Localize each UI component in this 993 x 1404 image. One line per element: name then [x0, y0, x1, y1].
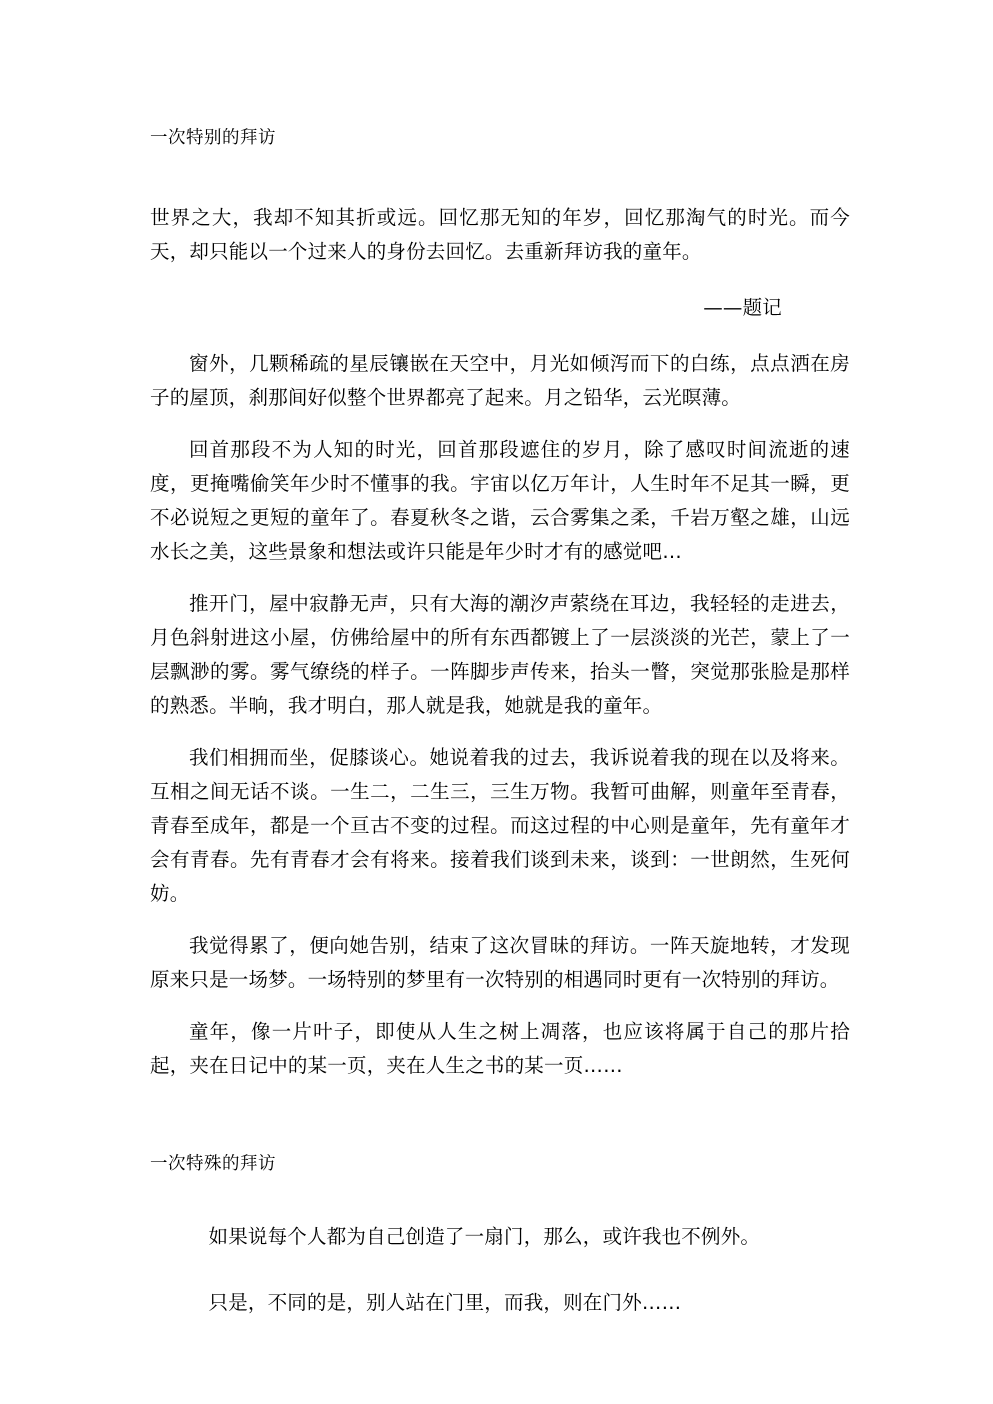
epigraph-attribution: ——题记	[703, 296, 782, 320]
spacer	[150, 325, 850, 347]
body-paragraph: 只是，不同的是，别人站在门里，而我，则在门外……	[208, 1290, 682, 1314]
spacer	[150, 1178, 850, 1220]
body-paragraph: 窗外，几颗稀疏的星辰镶嵌在天空中，月光如倾泻而下的白练，点点洒在房子的屋顶，刹那间好似整个世界都亮了起来。月之铅华，云光暝薄。	[150, 352, 850, 410]
body-paragraph: 童年，像一片叶子，即使从人生之树上凋落，也应该将属于自己的那片拾起，夹在日记中的某一页，夹在人生之书的某一页……	[150, 1020, 850, 1078]
spacer	[150, 269, 850, 291]
body-paragraph: 我们相拥而坐，促膝谈心。她说着我的过去，我诉说着我的现在以及将来。互相之间无话不谈。一生二，二生三，三生万物。我暂可曲解，则童年至青春，青春至成年，都是一个亘古不变的过程。而这过程的中心则是童年，先有童年才会有青春。先有青春才会有将来。接着我们谈到未来，谈到：一世朗然，生死何妨。	[150, 746, 850, 906]
body-paragraph: 我觉得累了，便向她告别，结束了这次冒昧的拜访。一阵天旋地转，才发现原来只是一场梦。一场特别的梦里有一次特别的相遇同时更有一次特别的拜访。	[150, 934, 850, 992]
body-paragraph: 推开门，屋中寂静无声，只有大海的潮汐声萦绕在耳边，我轻轻的走进去，月色斜射进这小屋，仿佛给屋中的所有东西都镀上了一层淡淡的光芒，蒙上了一层飘渺的雾。雾气缭绕的样子。一阵脚步声传来，抬头一瞥，突觉那张脸是那样的熟悉。半晌，我才明白，那人就是我，她就是我的童年。	[150, 592, 850, 718]
epigraph-text: 世界之大，我却不知其折或远。回忆那无知的年岁，回忆那淘气的时光。而今天，却只能以一个过来人的身份去回忆。去重新拜访我的童年。	[150, 206, 850, 264]
body-paragraph: 如果说每个人都为自己创造了一扇门，那么，或许我也不例外。	[208, 1224, 761, 1248]
body-paragraph: 回首那段不为人知的时光，回首那段遮住的岁月，除了感叹时间流逝的速度，更掩嘴偷笑年少时不懂事的我。宇宙以亿万年计，人生时年不足其一瞬，更不必说短之更短的童年了。春夏秋冬之谐，云合雾集之柔，千岩万壑之雄，山远水长之美，这些景象和想法或许只能是年少时才有的感觉吧…	[150, 438, 850, 564]
spacer	[150, 151, 850, 201]
section-title-second: 一次特殊的拜访	[150, 1154, 276, 1175]
page-title: 一次特别的拜访	[150, 128, 276, 148]
spacer	[150, 1101, 850, 1117]
document-body	[150, 0, 850, 1352]
